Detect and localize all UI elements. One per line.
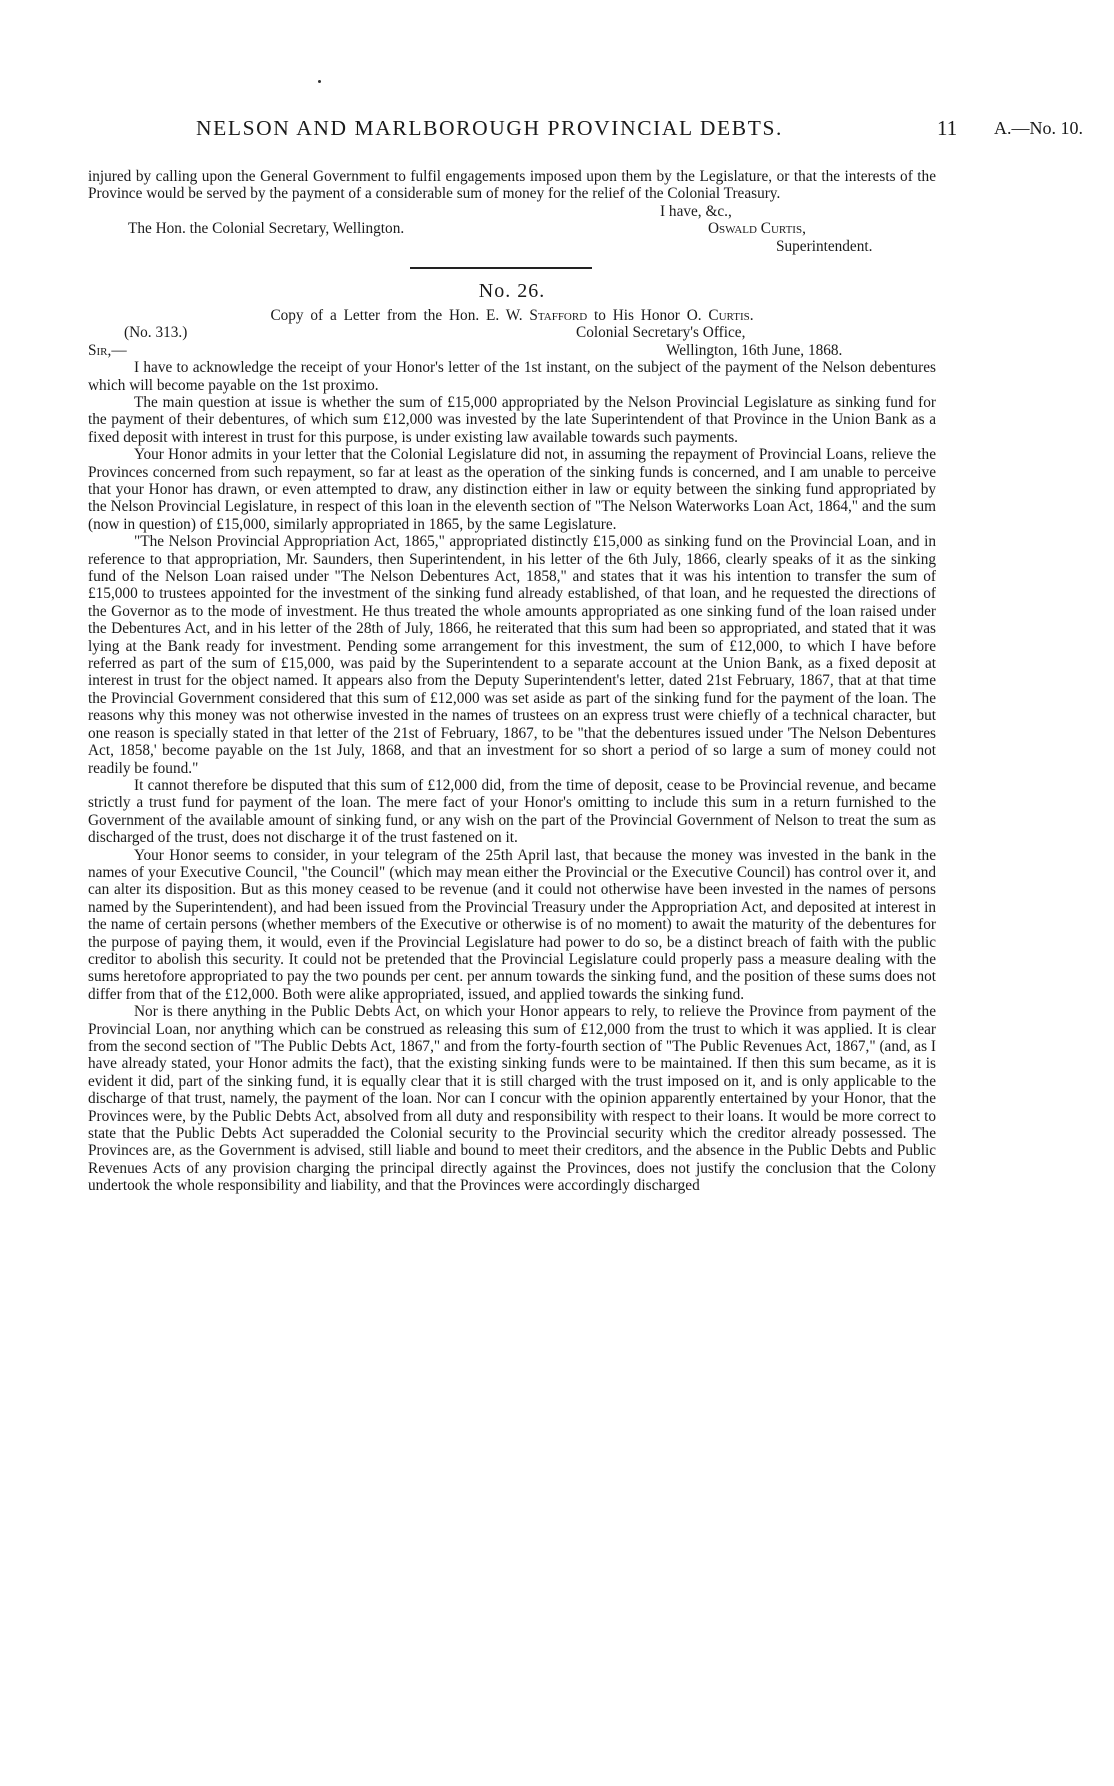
page-number: 11 (937, 116, 958, 140)
letter-subtitle (88, 307, 936, 324)
paragraph: Your Honor seems to consider, in your telegram of the 25th April last, that because the money was invested in the bank in the names of your Executive Council, "the Council" (which may mean either the Provincial or the Executive Council) has control over it, and can alter its disposition. But as this money ceased to be revenue (and it could not otherwise have been invested in the names of persons named by the Superintendent), and had been issued from the Provincial Treasury under the Appropriation Act, and deposited at interest in the name of certain persons (whether members of the Executive or otherwise is of no moment) to await the maturity of the debentures for the purpose of paying them, it would, even if the Provincial Legislature had power to do so, be a distinct breach of faith with the public creditor to abolish this security. It could not be pretended that the Provincial Legislature could properly pass a measure dealing with the sums heretofore appropriated to pay the two pounds per cent. per annum towards the sinking fund, and the position of these sums does not differ from that of the £12,000. Both were alike appropriated, issued, and applied towards the sinking fund. (88, 846, 936, 1003)
subtitle-prefix: Copy of a Letter from the Hon. E. W. (270, 306, 523, 324)
signatory-title-row (88, 238, 936, 255)
addressee: The Hon. the Colonial Secretary, Wellington. (128, 220, 405, 238)
page-body (88, 168, 936, 1195)
previous-letter-continuation: injured by calling upon the General Government to fulfil engagements imposed upon them by the Legislature, or that the interests of the Province would be served by the payment of a considerable sum of money for the relief of the Colonial Treasury. (88, 168, 936, 203)
paragraph: Nor is there anything in the Public Debts Act, on which your Honor appears to rely, to relieve the Province from payment of the Provincial Loan, nor anything which can be construed as releasing this sum of £12,000 from the trust to which it was applied. It is clear from the second section of "The Public Debts Act, 1867," and from the forty-fourth section of "The Public Revenues Act, 1867," (and, as I have already stated, your Honor admits the fact), that the existing sinking funds were to be maintained. If then this sum became, as it is evident it did, part of the sinking fund, it is equally clear that it is still charged with the trust imposed on it, and is only applicable to the discharge of that trust, namely, the payment of the loan. Nor can I concur with the opinion apparently entertained by your Honor, that the Provinces were, by the Public Debts Act, absolved from all duty and responsibility with respect to their loans. It would be more correct to state that the Public Debts Act superadded the Colonial security to the Provincial security which the creditor already possessed. The Provinces are, as the Government is advised, still liable and bound to meet their creditors, and the absence in the Public Debts and Public Revenues Acts of any provision charging the principal directly against the Provinces, does not justify the conclusion that the Colony undertook the whole responsibility and liability, and that the Provinces were accordingly discharged (88, 1003, 936, 1195)
letter-number: No. 26. (478, 279, 546, 302)
header-title: NELSON AND MARLBOROUGH PROVINCIAL DEBTS. (196, 116, 783, 140)
subtitle-middle: to His Honor O. (593, 306, 702, 324)
place-date: Wellington, 16th June, 1868. (666, 341, 843, 359)
page-header (196, 116, 1083, 146)
signatory: Oswald Curtis, (708, 220, 806, 238)
speck-mark (318, 80, 321, 83)
paragraph: The main question at issue is whether the sum of £15,000 appropriated by the Nelson Provincial Legislature as sinking fund for the payment of their debentures, of which sum £12,000 was invested by the late Superintendent of that Province in the Union Bank as a fixed deposit with interest in trust for this purpose, is under existing law available towards such payments. (88, 393, 936, 446)
section-divider (410, 267, 592, 269)
recipient-name: Curtis. (708, 306, 754, 324)
paragraph: It cannot therefore be disputed that this sum of £12,000 did, from the time of deposit, cease to be Provincial revenue, and became strictly a trust fund for payment of the loan. The mere fact of your Honor's omitting to include this sum in a return furnished to the Government of the available amount of sinking fund, or any wish on the part of the Provincial Government of Nelson to treat the sum as discharged of the trust, does not discharge it of the trust fastened on it. (88, 776, 936, 847)
paragraph: Your Honor admits in your letter that the Colonial Legislature did not, in assuming the repayment of Provincial Loans, relieve the Provinces concerned from such repayment, so far at least as the operation of the sinking funds is concerned, and I am unable to perceive that your Honor has drawn, or even attempted to draw, any distinction either in law or equity between the sinking fund appropriated by the Nelson Provincial Legislature, in respect of this loan in the eleventh section of "The Nelson Waterworks Loan Act, 1864," and the sum (now in question) of £15,000, similarly appropriated in 1865, by the same Legislature. (88, 446, 936, 533)
signatory-title: Superintendent. (776, 237, 873, 255)
document-reference: A.—No. 10. (994, 118, 1083, 138)
reference-row (88, 324, 936, 341)
closing-phrase: I have, &c., (660, 202, 732, 220)
sender-name: Stafford (529, 306, 588, 324)
addressee-row (88, 220, 936, 237)
paragraph: "The Nelson Provincial Appropriation Act, 1865," appropriated distinctly £15,000 as sinking fund on the Provincial Loan, and in reference to that appropriation, Mr. Saunders, then Superintendent, in his letter of the 6th July, 1866, clearly speaks of it as the sinking fund of the Nelson Loan raised under "The Nelson Debentures Act, 1858," and states that it was his intention to transfer the sum of £15,000 to trustees appointed for the investment of the sinking fund already established, of that loan, and he requested the directions of the Governor as to the mode of investment. He thus treated the whole amounts appropriated as one sinking fund of the loan raised under the Debentures Act, and in his letter of the 28th of July, 1866, he reiterated that this sum had been so appropriated, and stated that it was lying at the Bank ready for investment. Pending some arrangement for this investment, the sum of £12,000, to which I have before referred as part of the sum of £15,000, was paid by the Superintendent to a separate account at the Union Bank, as a fixed deposit at interest in trust for the object named. It appears also from the Deputy Superintendent's letter, dated 21st February, 1867, that at that time the Provincial Government considered that this sum of £12,000 was set aside as part of the sinking fund for the payment of the loan. The reasons why this money was not otherwise invested in the names of trustees on an express trust were chiefly of a technical character, but one reason is specially stated in that letter of the 21st of February, 1867, to be "that the debentures issued under 'The Nelson Debentures Act, 1858,' become payable on the 1st July, 1868, and that an investment for so short a period of so large a sum of money could not readily be found." (88, 533, 936, 777)
salutation: Sir,— (88, 341, 127, 359)
office-line: Colonial Secretary's Office, (576, 324, 746, 342)
letter-ref: (No. 313.) (124, 324, 188, 342)
closing-row (88, 203, 936, 220)
paragraph: I have to acknowledge the receipt of your Honor's letter of the 1st instant, on the subject of the payment of the Nelson debentures which will become payable on the 1st proximo. (88, 359, 936, 394)
salutation-row (88, 342, 936, 359)
